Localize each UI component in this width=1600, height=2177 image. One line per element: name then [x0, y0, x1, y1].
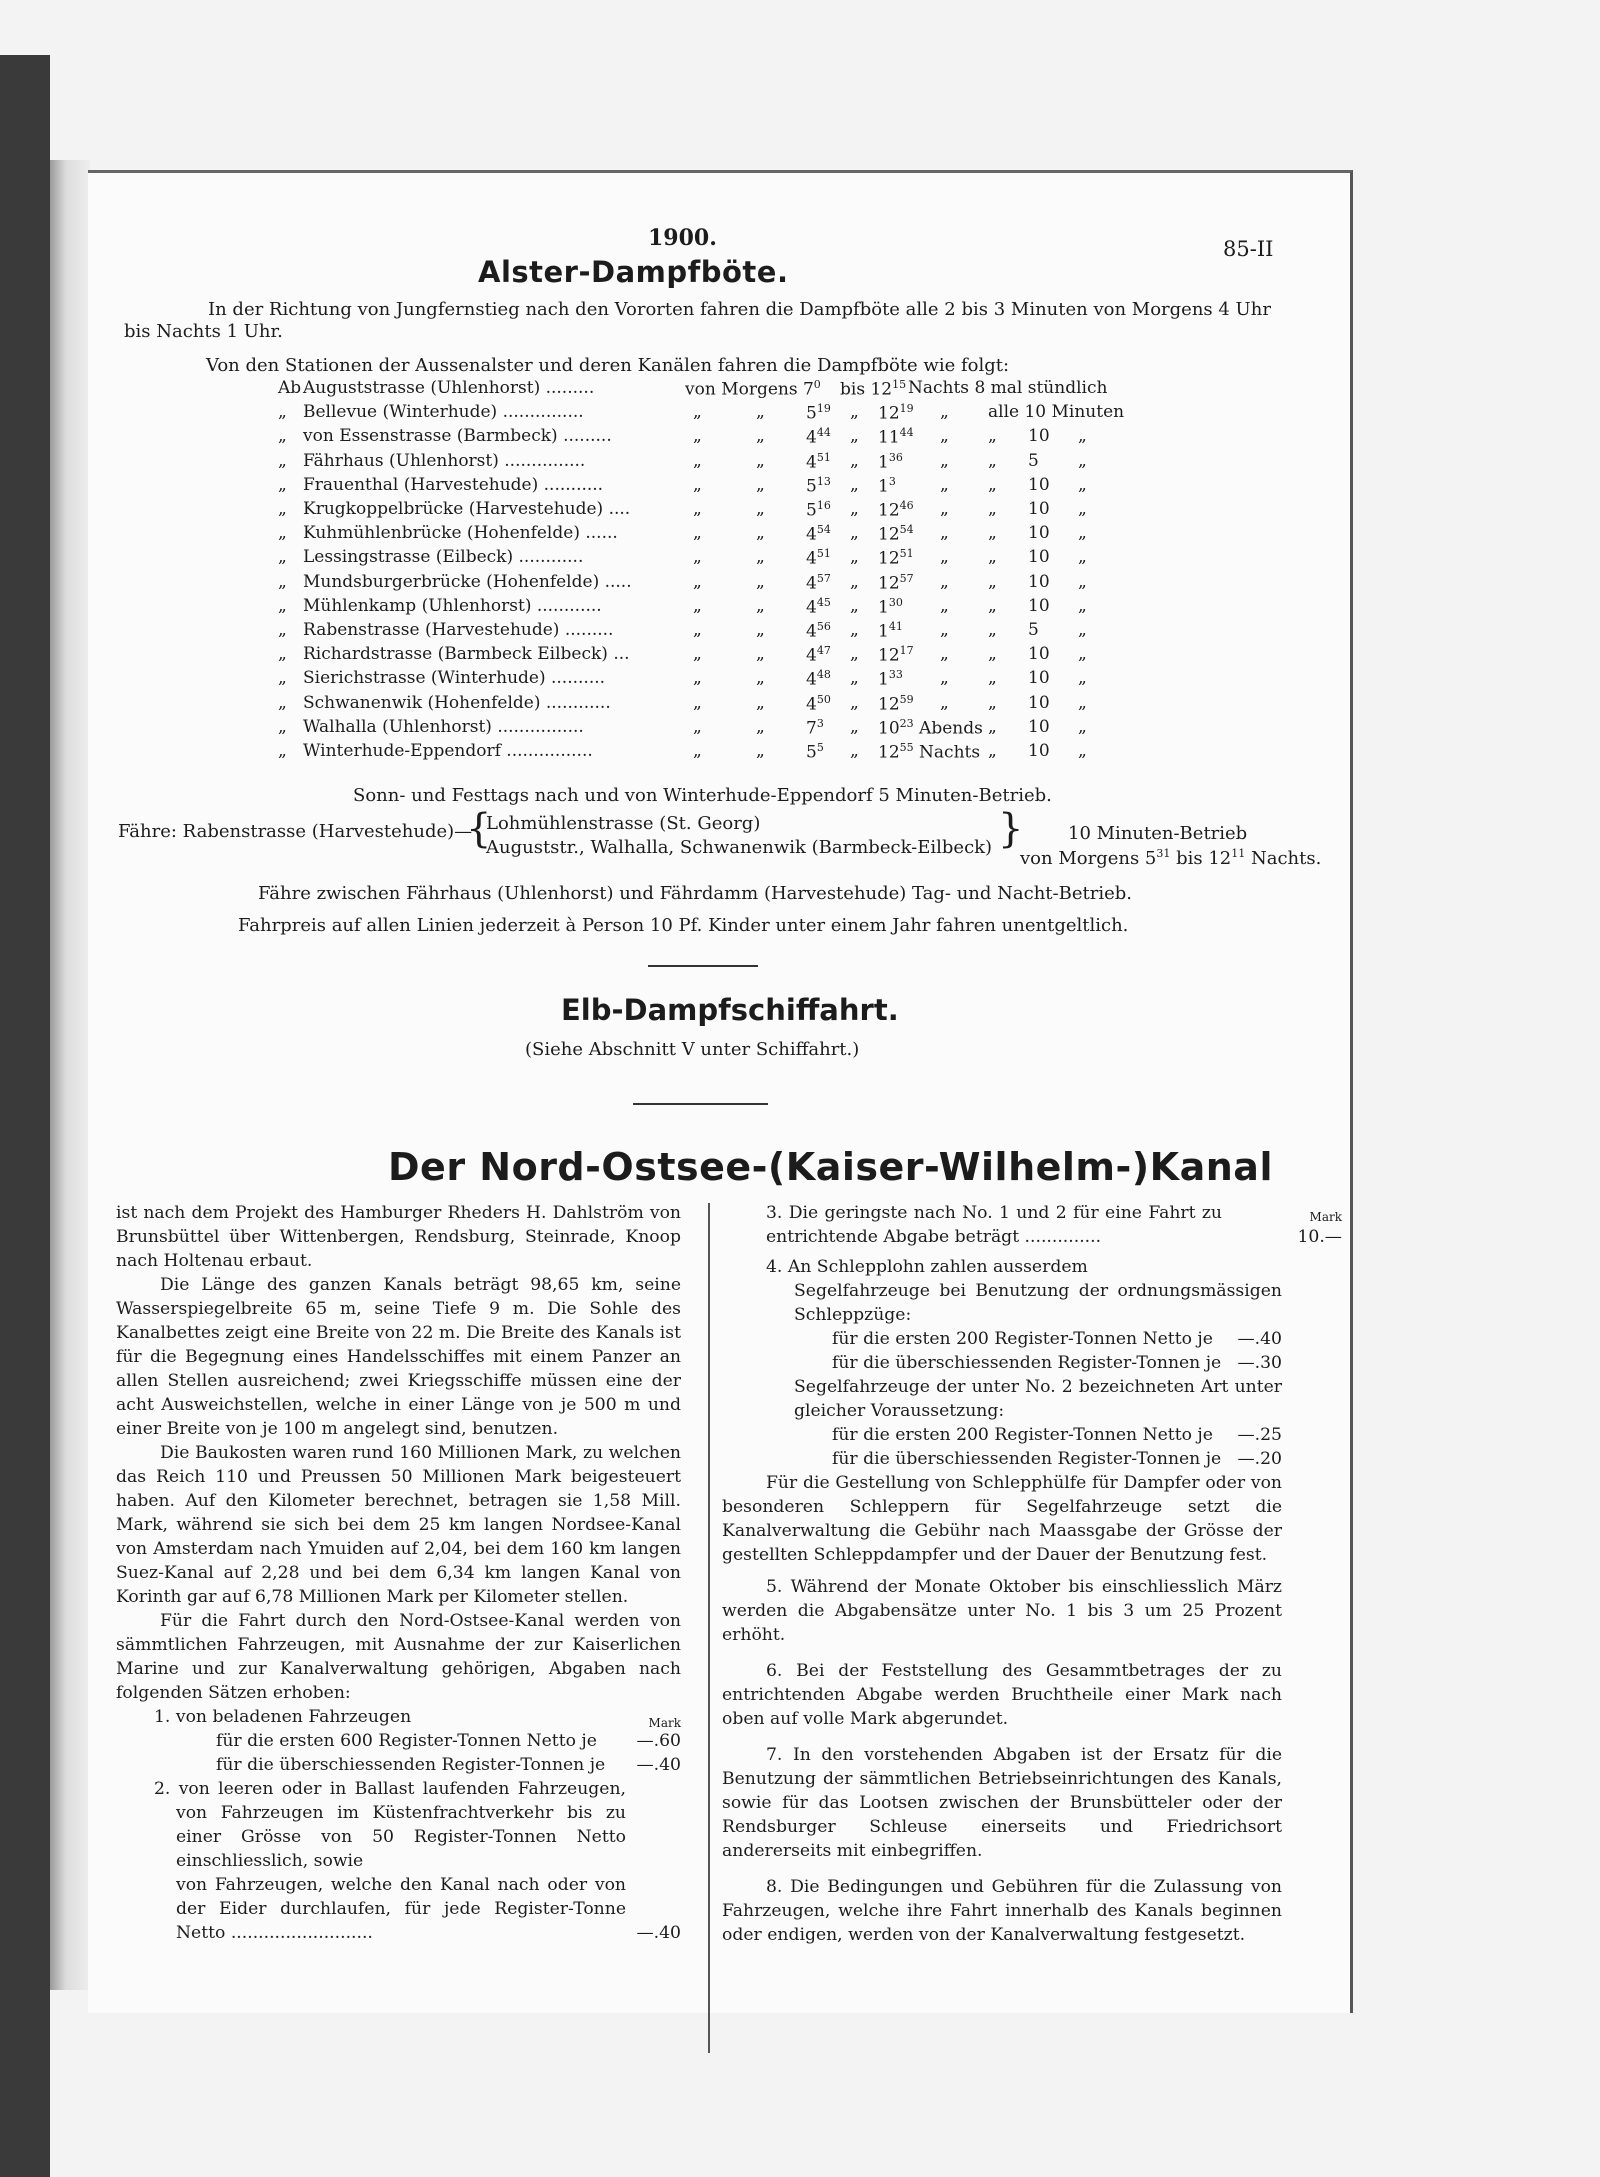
ditto-mark: „ [756, 474, 765, 495]
ditto-mark: „ [693, 523, 702, 544]
ditto-mark: „ [1078, 523, 1087, 544]
ditto-mark: „ [988, 499, 997, 519]
departure-from: $4^{44}$ [806, 426, 831, 449]
ditto-mark: „ [850, 402, 859, 423]
tariff-amount: —.40 [636, 1755, 681, 1775]
ditto-mark: „ [1078, 426, 1087, 447]
ditto-mark: „ [693, 474, 702, 495]
kanal-paragraph: ist nach dem Projekt des Hamburger Rheders H. Dahlström von Brunsbüttel über Wittenbergen, Rendsburg, Steinrade, Knoop nach Holtenau erbaut. [116, 1203, 681, 1271]
ditto-mark: „ [693, 426, 702, 447]
ditto-mark: „ [988, 620, 997, 640]
departure-until: $12^{55}$ Nachts [878, 741, 981, 763]
tariff-amount: —.25 [1237, 1425, 1282, 1445]
departure-until: $12^{17}$ [878, 644, 914, 666]
station-name: Winterhude-Eppendorf ................ [303, 741, 593, 761]
ferry-dest1: Lohmühlenstrasse (St. Georg) [486, 813, 761, 834]
frequency: 10 [1028, 523, 1050, 544]
ditto-mark: „ [693, 692, 702, 713]
row-prefix: „ [278, 595, 287, 616]
departure-from: $4^{51}$ [806, 450, 831, 473]
ditto-mark: „ [988, 595, 997, 616]
departure-from: von Morgens $7^0$ [685, 378, 821, 400]
departure-from: $4^{56}$ [806, 620, 831, 642]
departure-from: $7^3$ [806, 716, 824, 739]
departure-until: $1^{30}$ [878, 595, 903, 618]
ditto-mark: „ [693, 668, 702, 689]
ditto-mark: „ [940, 499, 949, 519]
ditto-mark: „ [988, 716, 997, 737]
station-row [88, 402, 1288, 424]
ditto-mark: „ [1078, 644, 1087, 665]
tariff-item: für die ersten 200 Register-Tonnen Netto je —.40 [832, 1329, 1282, 1349]
ditto-mark: „ [1078, 450, 1087, 471]
kanal-left-column [116, 1201, 681, 1945]
station-row [88, 717, 1288, 739]
station-row [88, 547, 1288, 569]
departure-until: $12^{54}$ [878, 523, 914, 545]
station-name: von Essenstrasse (Barmbeck) ......... [303, 426, 612, 447]
station-name: Frauenthal (Harvestehude) ........... [303, 474, 604, 495]
row-prefix: „ [278, 620, 287, 640]
tariff-amount: —.40 [636, 1923, 681, 1943]
ditto-mark: „ [1078, 741, 1087, 761]
kanal-paragraph: Für die Gestellung von Schlepphülfe für Dampfer oder von besonderen Schleppern für Segelfahrzeuge setzt die Kanalverwaltung die Gebühr nach Maassgabe der Grösse der gestellten Schleppdampfer und der Dauer der Benutzung fest. [722, 1473, 1282, 1565]
departure-until: $1^3$ [878, 474, 896, 497]
ditto-mark: „ [693, 450, 702, 471]
ditto-mark: „ [940, 547, 949, 568]
ditto-mark: „ [1078, 716, 1087, 737]
tariff-item: von Fahrzeugen, welche den Kanal nach oder von der Eider durchlaufen, für jede Register-Tonne Netto .......................... —.40 [176, 1875, 681, 1943]
ditto-mark: „ [693, 741, 702, 761]
station-row [88, 572, 1288, 594]
sunday-note: Sonn- und Festtags nach und von Winterhude-Eppendorf 5 Minuten-Betrieb. [353, 785, 1052, 806]
tariff-amount: —.20 [1237, 1449, 1282, 1469]
frequency: 10 [1028, 668, 1050, 689]
ditto-mark: „ [756, 668, 765, 689]
row-prefix: „ [278, 402, 287, 423]
ditto-mark: „ [988, 426, 997, 447]
row-prefix: „ [278, 547, 287, 568]
ditto-mark: „ [940, 620, 949, 640]
station-name: Schwanenwik (Hohenfelde) ............ [303, 692, 611, 713]
ditto-mark: „ [756, 741, 765, 761]
alster-title: Alster-Dampfböte. [478, 255, 789, 289]
tariff-amount: 10.— [1297, 1227, 1342, 1247]
departure-from: $4^{51}$ [806, 547, 831, 570]
ditto-mark: „ [940, 402, 949, 423]
frequency: 10 [1028, 692, 1050, 713]
ditto-mark: „ [756, 692, 765, 713]
tariff-amount: —.40 [1237, 1329, 1282, 1349]
departure-from: $5^{13}$ [806, 474, 831, 497]
ditto-mark: „ [756, 523, 765, 544]
ditto-mark: „ [988, 523, 997, 544]
station-row [88, 596, 1288, 618]
tariff-item: 3. Die geringste nach No. 1 und 2 für eine Fahrt zu entrichtende Abgabe beträgt .............. Mark 10.— [766, 1203, 1342, 1247]
fare-note: Fahrpreis auf allen Linien jederzeit à Person 10 Pf. Kinder unter einem Jahr fahren unentgeltlich. [238, 915, 1129, 936]
tariff-item: für die ersten 200 Register-Tonnen Netto je —.25 [832, 1425, 1282, 1445]
ditto-mark: „ [756, 595, 765, 616]
station-name: Rabenstrasse (Harvestehude) ......... [303, 620, 614, 640]
ditto-mark: „ [756, 426, 765, 447]
document-page [88, 170, 1353, 2013]
row-prefix: „ [278, 668, 287, 689]
station-row [88, 475, 1288, 497]
station-name: Walhalla (Uhlenhorst) ................ [303, 716, 584, 737]
ditto-mark: „ [1078, 595, 1087, 616]
departure-until: $12^{57}$ [878, 571, 914, 594]
frequency: 10 [1028, 426, 1050, 447]
ditto-mark: „ [850, 692, 859, 713]
ditto-mark: „ [988, 547, 997, 568]
kanal-paragraph: 8. Die Bedingungen und Gebühren für die Zulassung von Fahrzeugen, welche ihre Fahrt innerhalb des Kanals beginnen oder endigen, werden von der Kanalverwaltung festgesetzt. [722, 1877, 1282, 1945]
frequency: 10 [1028, 547, 1050, 568]
departure-from: $5^{19}$ [806, 402, 831, 424]
elb-title: Elb-Dampfschiffahrt. [561, 993, 899, 1027]
ditto-mark: „ [940, 644, 949, 665]
ditto-mark: „ [850, 620, 859, 640]
kanal-title: Der Nord-Ostsee-(Kaiser-Wilhelm-)Kanal [388, 1145, 1273, 1189]
ditto-mark: „ [1078, 692, 1087, 713]
ditto-mark: „ [850, 474, 859, 495]
row-prefix: „ [278, 523, 287, 544]
ditto-mark: „ [850, 499, 859, 519]
frequency: 10 [1028, 474, 1050, 495]
departure-until: bis $12^{15}$ [840, 378, 907, 400]
row-prefix: „ [278, 499, 287, 519]
station-row [88, 499, 1288, 521]
departure-until: $12^{51}$ [878, 547, 914, 570]
ditto-mark: „ [940, 692, 949, 713]
ditto-mark: „ [850, 523, 859, 544]
ditto-mark: „ [756, 644, 765, 665]
station-row [88, 644, 1288, 666]
station-name: Auguststrasse (Uhlenhorst) ......... [303, 378, 595, 398]
page-number: 85-II [1223, 237, 1274, 261]
departure-from: $4^{54}$ [806, 523, 831, 545]
ditto-mark: „ [756, 571, 765, 592]
ferry-bracket-right: } [998, 806, 1024, 852]
ferry-bracket-left: { [466, 806, 492, 852]
ditto-mark: „ [756, 716, 765, 737]
ditto-mark: „ [693, 499, 702, 519]
departure-from: $4^{45}$ [806, 595, 831, 618]
departure-from: $5^{16}$ [806, 499, 831, 521]
ditto-mark: „ [693, 571, 702, 592]
row-prefix: „ [278, 644, 287, 665]
kanal-paragraph: Die Länge des ganzen Kanals beträgt 98,65 km, seine Wasserspiegelbreite 65 m, seine Tiefe 9 m. Die Sohle des Kanalbettes zeigt eine Breite von 22 m. Die Breite des Kanals ist für die Begegnung eines Handelsschiffes mit einem Panzer an allen Stellen ausreichend; zwei Kriegsschiffe müssen eine der acht Ausweichstellen, welche in einer Länge von je 500 m und einer Breite von je 100 m angelegt sind, benutzen. [116, 1275, 681, 1439]
station-name: Bellevue (Winterhude) ............... [303, 402, 584, 423]
ditto-mark: „ [1078, 474, 1087, 495]
departure-until: $11^{44}$ [878, 426, 914, 449]
station-name: Lessingstrasse (Eilbeck) ............ [303, 547, 584, 568]
station-name: Fährhaus (Uhlenhorst) ............... [303, 450, 586, 471]
row-prefix: „ [278, 692, 287, 713]
departure-until: $12^{19}$ [878, 402, 914, 424]
ditto-mark: „ [940, 571, 949, 592]
ditto-mark: „ [850, 595, 859, 616]
station-row [88, 620, 1288, 642]
frequency: 10 [1028, 499, 1050, 519]
page-gutter [50, 160, 90, 1990]
ditto-mark: „ [940, 668, 949, 689]
ditto-mark: „ [850, 450, 859, 471]
alster-intro-line1: In der Richtung von Jungfernstieg nach den Vororten fahren die Dampfböte alle 2 bis 3 Minuten von Morgens 4 Uhr [208, 299, 1271, 320]
ditto-mark: „ [693, 620, 702, 640]
ditto-mark: „ [988, 668, 997, 689]
row-prefix: „ [278, 716, 287, 737]
alster-intro-line2: bis Nachts 1 Uhr. [124, 321, 283, 342]
tariff-amount: —.60 [636, 1731, 681, 1751]
ditto-mark: „ [1078, 668, 1087, 689]
ditto-mark: „ [988, 474, 997, 495]
frequency: 5 [1028, 620, 1039, 640]
column-divider [708, 1203, 710, 2053]
ditto-mark: „ [850, 741, 859, 761]
ditto-mark: „ [850, 571, 859, 592]
ditto-mark: „ [850, 426, 859, 447]
tariff-item: für die überschiessenden Register-Tonnen je —.20 [832, 1449, 1282, 1469]
departure-until: $1^{36}$ [878, 450, 903, 473]
ditto-mark: „ [988, 644, 997, 665]
departure-until: $12^{59}$ [878, 692, 914, 715]
kanal-paragraph: Die Baukosten waren rund 160 Millionen Mark, zu welchen das Reich 110 und Preussen 50 Millionen Mark beigesteuert haben. Auf den Kilometer berechnet, betragen sie 1,58 Mill. Mark, während sie sich bei dem 25 km langen Nordsee-Kanal von Amsterdam nach Ymuiden auf 2,04, bei dem 160 km langen Suez-Kanal auf 2,28 und bei dem 6,34 km langen Kanal von Korinth gar auf 6,78 Millionen Mark per Kilometer stellen. [116, 1443, 681, 1607]
ditto-mark: „ [1078, 620, 1087, 640]
station-row [88, 668, 1288, 690]
ditto-mark: „ [756, 402, 765, 423]
departure-until: $1^{41}$ [878, 620, 903, 642]
station-name: Mundsburgerbrücke (Hohenfelde) ..... [303, 571, 632, 592]
elb-subtitle: (Siehe Abschnitt V unter Schiffahrt.) [525, 1039, 860, 1060]
ditto-mark: „ [693, 402, 702, 423]
ditto-mark: „ [756, 620, 765, 640]
departure-until: $12^{46}$ [878, 499, 914, 521]
ditto-mark: „ [850, 668, 859, 689]
station-row [88, 693, 1288, 715]
ditto-mark: „ [850, 644, 859, 665]
ditto-mark: „ [940, 595, 949, 616]
ditto-mark: „ [850, 547, 859, 568]
kanal-paragraph: 7. In den vorstehenden Abgaben ist der Ersatz für die Benutzung der sämmtlichen Betriebseinrichtungen des Kanals, sowie für das Lootsen zwischen der Brunsbütteler oder der Rendsburger Schleuse einerseits und Friedrichsort andererseits mit einbegriffen. [722, 1745, 1282, 1861]
mark-label: Mark [648, 1716, 681, 1730]
station-row [88, 378, 1288, 400]
tariff-item: Segelfahrzeuge der unter No. 2 bezeichneten Art unter gleicher Voraussetzung: [794, 1377, 1282, 1421]
tariff-item: für die ersten 600 Register-Tonnen Netto je —.60 [216, 1731, 681, 1751]
ditto-mark: „ [1078, 571, 1087, 592]
ditto-mark: „ [988, 741, 997, 761]
departure-from: $5^5$ [806, 741, 824, 763]
tariff-item: Segelfahrzeuge bei Benutzung der ordnungsmässigen Schleppzüge: [794, 1281, 1282, 1325]
ditto-mark: „ [756, 547, 765, 568]
ditto-mark: „ [940, 474, 949, 495]
departure-from: $4^{47}$ [806, 644, 831, 666]
section-divider [648, 965, 758, 967]
ditto-mark: „ [988, 571, 997, 592]
ferry-dest2: Auguststr., Walhalla, Schwanenwik (Barmbeck-Eilbeck) [486, 837, 993, 858]
station-name: Sierichstrasse (Winterhude) .......... [303, 668, 606, 689]
station-row [88, 426, 1288, 448]
row-prefix: Ab [278, 378, 302, 398]
ditto-mark: „ [693, 716, 702, 737]
row-prefix: „ [278, 571, 287, 592]
station-name: Krugkoppelbrücke (Harvestehude) .... [303, 499, 631, 519]
station-name: Richardstrasse (Barmbeck Eilbeck) ... [303, 644, 630, 665]
book-binding [0, 55, 50, 2177]
ditto-mark: „ [988, 692, 997, 713]
station-row [88, 523, 1288, 545]
departure-from: $4^{48}$ [806, 668, 831, 691]
row-prefix: „ [278, 474, 287, 495]
row-prefix: „ [278, 426, 287, 447]
ferry-label: Fähre: Rabenstrasse (Harvestehude)— [118, 821, 473, 842]
frequency: 10 [1028, 644, 1050, 665]
ditto-mark: „ [693, 547, 702, 568]
row-prefix: „ [278, 450, 287, 471]
ditto-mark: „ [940, 523, 949, 544]
station-name: Kuhmühlenbrücke (Hohenfelde) ...... [303, 523, 618, 544]
frequency: alle 10 Minuten [988, 402, 1125, 423]
tariff-item: 1. von beladenen Fahrzeugen Mark [116, 1705, 681, 1729]
tariff-amount: —.30 [1237, 1353, 1282, 1373]
ferry-info2: von Morgens $5^{31}$ bis $12^{11}$ Nachts. [1020, 847, 1322, 869]
ditto-mark: „ [756, 450, 765, 471]
frequency: Nachts 8 mal stündlich [908, 378, 1108, 398]
ditto-mark: „ [940, 450, 949, 471]
station-row [88, 451, 1288, 473]
ditto-mark: „ [693, 644, 702, 665]
ferry-note: Fähre zwischen Fährhaus (Uhlenhorst) und Fährdamm (Harvestehude) Tag- und Nacht-Betrieb. [258, 883, 1132, 904]
frequency: 10 [1028, 595, 1050, 616]
tariff-item: für die überschiessenden Register-Tonnen je —.40 [216, 1755, 681, 1775]
ditto-mark: „ [1078, 547, 1087, 568]
section-divider [633, 1103, 768, 1105]
station-row [88, 741, 1288, 763]
frequency: 10 [1028, 571, 1050, 592]
ditto-mark: „ [756, 499, 765, 519]
kanal-right-column [722, 1201, 1342, 1947]
ferry-info1: 10 Minuten-Betrieb [1068, 823, 1248, 844]
ditto-mark: „ [988, 450, 997, 471]
tariff-item: 2. von leeren oder in Ballast laufenden Fahrzeugen, von Fahrzeugen im Küstenfrachtverkehr bis zu einer Grösse von 50 Register-Tonnen Netto einschliesslich, sowie [154, 1779, 626, 1871]
year-heading: 1900. [648, 225, 717, 251]
departure-until: $10^{23}$ Abends [878, 716, 983, 739]
frequency: 10 [1028, 741, 1050, 761]
ditto-mark: „ [940, 426, 949, 447]
mark-label: Mark [1309, 1210, 1342, 1224]
stations-intro: Von den Stationen der Aussenalster und deren Kanälen fahren die Dampfböte wie folgt: [206, 355, 1010, 376]
departure-from: $4^{50}$ [806, 692, 831, 715]
frequency: 10 [1028, 716, 1050, 737]
tariff-item: für die überschiessenden Register-Tonnen je —.30 [832, 1353, 1282, 1373]
ditto-mark: „ [850, 716, 859, 737]
kanal-paragraph: Für die Fahrt durch den Nord-Ostsee-Kanal werden von sämmtlichen Fahrzeugen, mit Ausnahme der zur Kaiserlichen Marine und zur Kanalverwaltung gehörigen, Abgaben nach folgenden Sätzen erhoben: [116, 1611, 681, 1703]
departure-until: $1^{33}$ [878, 668, 903, 691]
ditto-mark: „ [1078, 499, 1087, 519]
departure-from: $4^{57}$ [806, 571, 831, 594]
kanal-paragraph: 6. Bei der Feststellung des Gesammtbetrages der zu entrichtenden Abgabe werden Bruchtheile einer Mark nach oben auf volle Mark abgerundet. [722, 1661, 1282, 1729]
tariff-item: 4. An Schlepplohn zahlen ausserdem [766, 1257, 1088, 1277]
kanal-paragraph: 5. Während der Monate Oktober bis einschliesslich März werden die Abgabensätze unter No. 1 bis 3 um 25 Prozent erhöht. [722, 1577, 1282, 1645]
ditto-mark: „ [693, 595, 702, 616]
frequency: 5 [1028, 450, 1039, 471]
row-prefix: „ [278, 741, 287, 761]
station-name: Mühlenkamp (Uhlenhorst) ............ [303, 595, 602, 616]
